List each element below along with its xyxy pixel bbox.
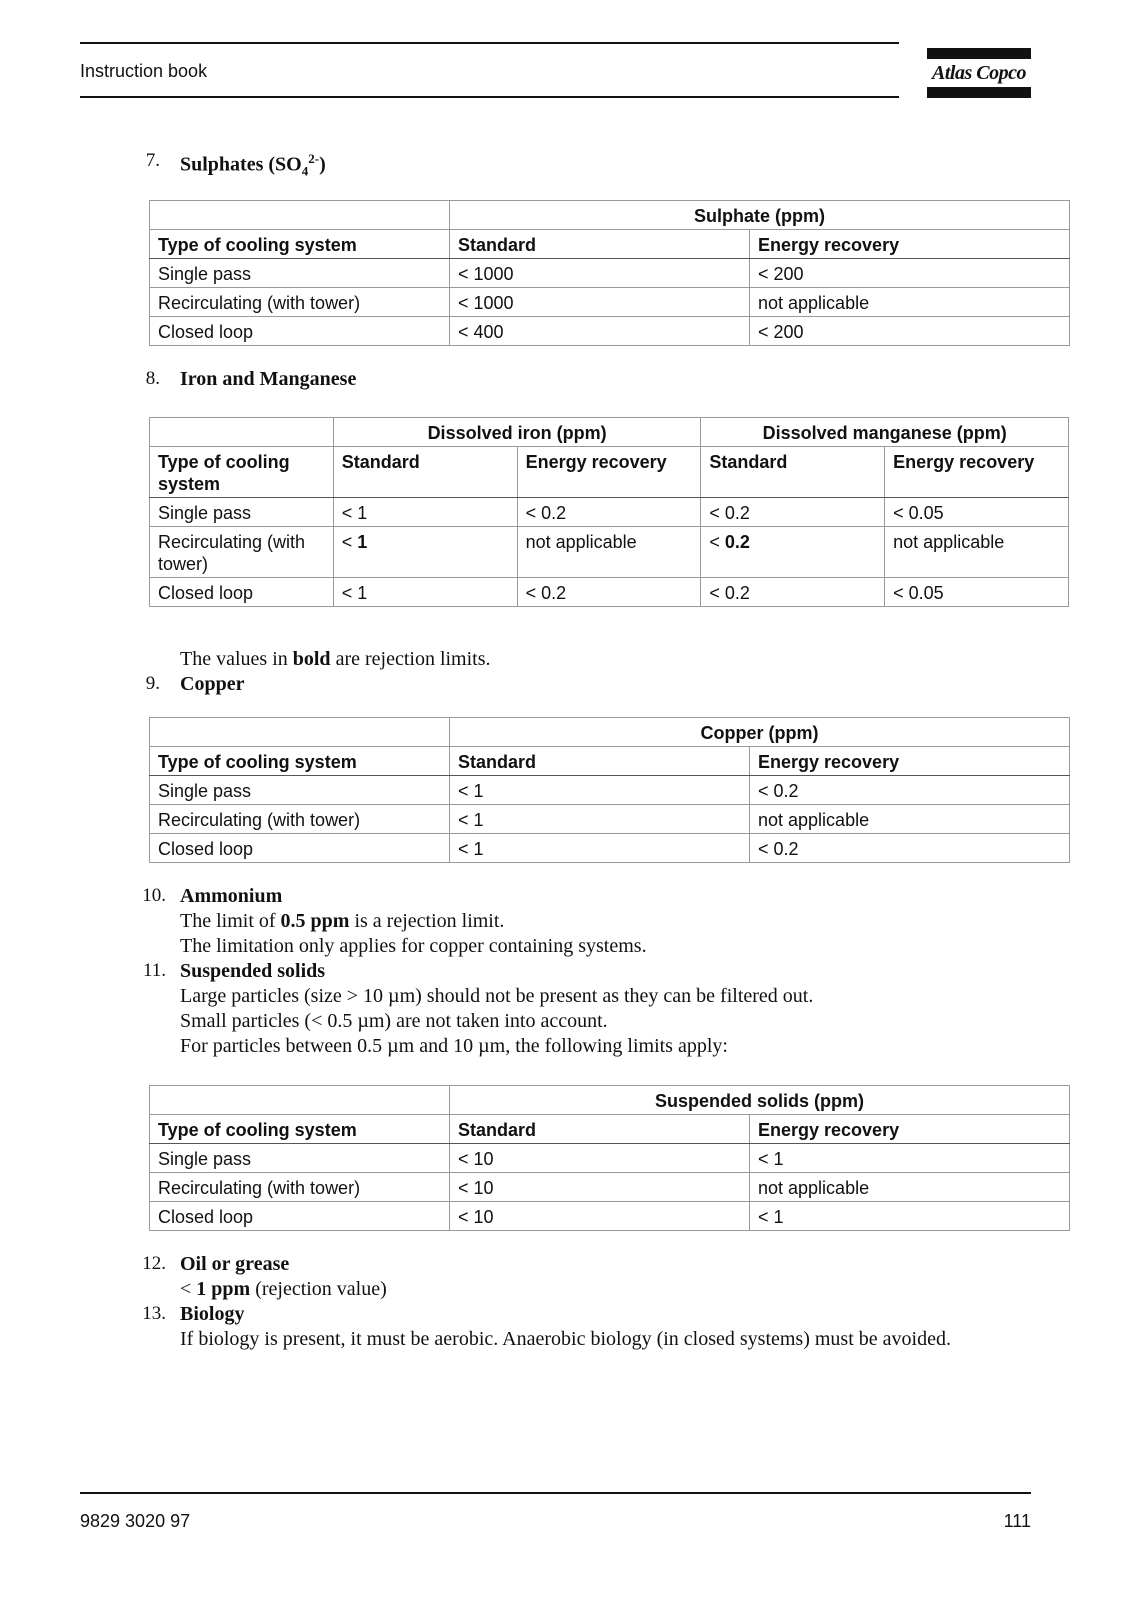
col-header-standard: Standard bbox=[450, 230, 750, 259]
cell-type: Closed loop bbox=[150, 578, 334, 607]
table-corner-cell bbox=[150, 418, 334, 447]
sulphate-table bbox=[149, 200, 1070, 346]
section-number: 8. bbox=[145, 368, 160, 389]
col-header-standard: Standard bbox=[450, 747, 750, 776]
ammonium-copper-text: The limitation only applies for copper containing systems. bbox=[180, 935, 647, 957]
bold-values-note: The values in bold are rejection limits. bbox=[180, 648, 491, 670]
section-title-ammonium: Ammonium bbox=[180, 885, 283, 907]
col-header-type: Type of cooling system bbox=[150, 1115, 450, 1144]
cell-manganese-standard: < 0.2 bbox=[701, 527, 885, 578]
col-header-type: Type of cooling system bbox=[150, 230, 450, 259]
table-row bbox=[150, 527, 1069, 578]
footer-doc-number: 9829 3020 97 bbox=[80, 1511, 191, 1531]
section-number: 10. bbox=[142, 885, 166, 906]
section-title-iron-manganese: Iron and Manganese bbox=[180, 368, 357, 390]
table-row bbox=[150, 1144, 1070, 1173]
cell-iron-standard: < 1 bbox=[333, 527, 517, 578]
table-row bbox=[150, 288, 1070, 317]
iron-manganese-table bbox=[149, 417, 1069, 607]
section-title-sulphates: Sulphates $(SO_4^{2-})$ bbox=[180, 151, 326, 179]
col-header-standard: Standard bbox=[333, 447, 517, 498]
header-title: Instruction book bbox=[80, 61, 208, 81]
section-title-oil-grease: Oil or grease bbox=[180, 1253, 290, 1275]
cell-energy-recovery: not applicable bbox=[750, 1173, 1070, 1202]
group-header-manganese: Dissolved manganese (ppm) bbox=[701, 418, 1069, 447]
table-row bbox=[150, 805, 1070, 834]
header-rule-bottom bbox=[80, 96, 899, 98]
cell-type: Single pass bbox=[150, 498, 334, 527]
cell-standard: < 1 bbox=[450, 805, 750, 834]
cell-type: Closed loop bbox=[150, 1202, 450, 1231]
section-number: 11. bbox=[142, 960, 166, 981]
col-header-standard: Standard bbox=[701, 447, 885, 498]
atlas-copco-logo bbox=[927, 48, 1031, 98]
cell-standard: < 10 bbox=[450, 1144, 750, 1173]
section-title-copper: Copper bbox=[180, 673, 245, 695]
ammonium-limit-text: The limit of 0.5 ppm is a rejection limit. bbox=[180, 910, 505, 932]
cell-manganese-energy-recovery: < 0.05 bbox=[885, 578, 1069, 607]
table-row bbox=[150, 317, 1070, 346]
table-row bbox=[150, 776, 1070, 805]
cell-iron-energy-recovery: < 0.2 bbox=[517, 498, 701, 527]
section-number: 13. bbox=[142, 1303, 166, 1324]
suspended-solids-table bbox=[149, 1085, 1070, 1231]
cell-energy-recovery: not applicable bbox=[750, 288, 1070, 317]
cell-type: Single pass bbox=[150, 259, 450, 288]
cell-type: Recirculating (with tower) bbox=[150, 805, 450, 834]
cell-energy-recovery: < 0.2 bbox=[750, 834, 1070, 863]
cell-type: Closed loop bbox=[150, 317, 450, 346]
cell-type: Single pass bbox=[150, 1144, 450, 1173]
table-row bbox=[150, 1173, 1070, 1202]
section-title-suspended-solids: Suspended solids bbox=[180, 960, 326, 982]
col-header-type: Type of cooling system bbox=[150, 747, 450, 776]
section-number: 12. bbox=[142, 1253, 166, 1274]
cell-type: Closed loop bbox=[150, 834, 450, 863]
cell-standard: < 1000 bbox=[450, 259, 750, 288]
cell-energy-recovery: not applicable bbox=[750, 805, 1070, 834]
col-header-energy-recovery: Energy recovery bbox=[750, 1115, 1070, 1144]
col-header-standard: Standard bbox=[450, 1115, 750, 1144]
suspended-large-text: Large particles (size > 10 µm) should not be present as they can be filtered out. bbox=[180, 985, 814, 1007]
cell-manganese-energy-recovery: < 0.05 bbox=[885, 498, 1069, 527]
table-corner-cell bbox=[150, 718, 450, 747]
group-header: Suspended solids (ppm) bbox=[450, 1086, 1070, 1115]
biology-text: If biology is present, it must be aerobic. Anaerobic biology (in closed systems) must be avoided. bbox=[180, 1328, 951, 1350]
section-number: 9. bbox=[145, 673, 160, 694]
group-header: Sulphate (ppm) bbox=[450, 201, 1070, 230]
cell-energy-recovery: < 200 bbox=[750, 317, 1070, 346]
cell-type: Single pass bbox=[150, 776, 450, 805]
cell-standard: < 10 bbox=[450, 1202, 750, 1231]
cell-type: Recirculating (with tower) bbox=[150, 288, 450, 317]
footer-page-number: 111 bbox=[1003, 1511, 1031, 1531]
table-row bbox=[150, 1202, 1070, 1231]
section-number: 7. bbox=[145, 150, 160, 171]
table-row bbox=[150, 578, 1069, 607]
col-header-energy-recovery: Energy recovery bbox=[885, 447, 1069, 498]
table-corner-cell bbox=[150, 1086, 450, 1115]
col-header-energy-recovery: Energy recovery bbox=[517, 447, 701, 498]
cell-standard: < 1 bbox=[450, 776, 750, 805]
header-rule-top bbox=[80, 42, 899, 44]
cell-energy-recovery: < 1 bbox=[750, 1144, 1070, 1173]
cell-iron-standard: < 1 bbox=[333, 578, 517, 607]
table-row bbox=[150, 498, 1069, 527]
col-header-energy-recovery: Energy recovery bbox=[750, 230, 1070, 259]
cell-iron-energy-recovery: not applicable bbox=[517, 527, 701, 578]
footer-rule bbox=[80, 1492, 1031, 1494]
section-title-biology: Biology bbox=[180, 1303, 245, 1325]
cell-iron-energy-recovery: < 0.2 bbox=[517, 578, 701, 607]
cell-type: Recirculating (with tower) bbox=[150, 527, 334, 578]
group-header: Copper (ppm) bbox=[450, 718, 1070, 747]
cell-standard: < 10 bbox=[450, 1173, 750, 1202]
suspended-limits-text: For particles between 0.5 µm and 10 µm, the following limits apply: bbox=[180, 1035, 728, 1057]
cell-standard: < 1000 bbox=[450, 288, 750, 317]
cell-energy-recovery: < 1 bbox=[750, 1202, 1070, 1231]
col-header-type: Type of cooling system bbox=[150, 447, 334, 498]
cell-standard: < 1 bbox=[450, 834, 750, 863]
suspended-small-text: Small particles (< 0.5 µm) are not taken into account. bbox=[180, 1010, 608, 1032]
col-header-energy-recovery: Energy recovery bbox=[750, 747, 1070, 776]
table-row bbox=[150, 259, 1070, 288]
cell-iron-standard: < 1 bbox=[333, 498, 517, 527]
cell-energy-recovery: < 0.2 bbox=[750, 776, 1070, 805]
cell-type: Recirculating (with tower) bbox=[150, 1173, 450, 1202]
cell-manganese-standard: < 0.2 bbox=[701, 498, 885, 527]
cell-standard: < 400 bbox=[450, 317, 750, 346]
table-row bbox=[150, 834, 1070, 863]
cell-manganese-standard: < 0.2 bbox=[701, 578, 885, 607]
group-header-iron: Dissolved iron (ppm) bbox=[333, 418, 701, 447]
logo-wordmark: Atlas Copco bbox=[932, 62, 1026, 84]
copper-table bbox=[149, 717, 1070, 863]
oil-grease-limit-text: < 1 ppm (rejection value) bbox=[180, 1278, 387, 1300]
cell-manganese-energy-recovery: not applicable bbox=[885, 527, 1069, 578]
cell-energy-recovery: < 200 bbox=[750, 259, 1070, 288]
table-corner-cell bbox=[150, 201, 450, 230]
